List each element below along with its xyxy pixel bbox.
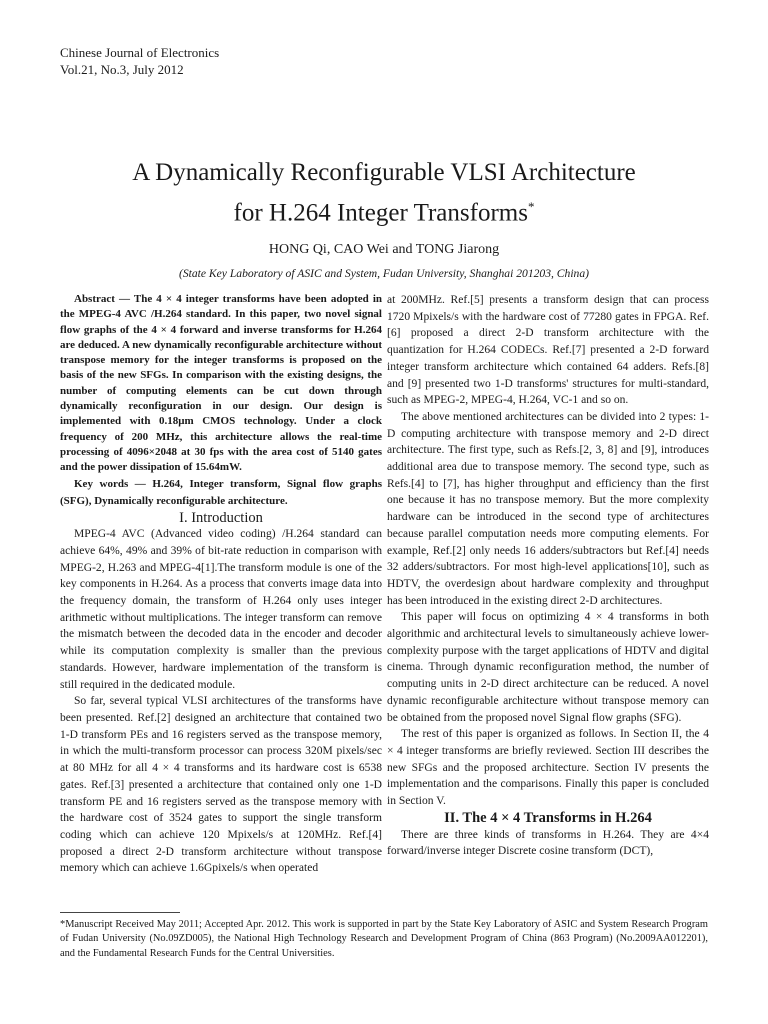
- right-column: [387, 292, 709, 860]
- section-2-heading: II. The 4 × 4 Transforms in H.264: [444, 809, 652, 826]
- section-1-heading: I. Introduction: [179, 509, 263, 526]
- authors: HONG Qi, CAO Wei and TONG Jiarong: [268, 242, 500, 257]
- intro-paragraph-5: This paper will focus on optimizing 4 × 4 transforms in both algorithmic and architectural levels to simultaneously achieve lower-complexity purpose with the target applications of HDTV and digital cinema. Through dynamic reconfiguration method, the number of computing units in 2-D direct architecture can be reduced. A novel dynamic reconfigurable architecture without transpose memory can be obtained from the proposed novel Signal flow graphs (SFG).: [387, 611, 709, 724]
- title-line-2: [40, 190, 728, 230]
- paper-title: [40, 156, 728, 230]
- keywords: Key words — H.264, Integer transform, Signal flow graphs (SFG), Dynamically reconfigurable architecture.: [60, 477, 382, 507]
- affiliation: (State Key Laboratory of ASIC and System, Fudan University, Shanghai 201203, China): [178, 267, 590, 280]
- left-column: [60, 292, 382, 877]
- intro-paragraph-3: at 200MHz. Ref.[5] presents a transform design that can process 1720 Mpixels/s with the hardware cost of 77280 gates in FPGA. Ref.[6] proposed a direct 2-D transform architecture with the quantization for H.264 CODECs. Ref.[7] presented a 2-D forward integer transform architecture which contained 64 adders. Refs.[8] and [9] presented two 1-D transforms' structures for multi-standard, such as MPEG-2, MPEG-4, H.264, VC-1 and so on.: [387, 294, 709, 407]
- intro-paragraph-6: The rest of this paper is organized as follows. In Section II, the 4 × 4 integer transforms are briefly reviewed. Section III describes the new SFGs and the proposed architecture. Section IV presents the implementation and the comparisons. Finally this paper is concluded in Section V.: [387, 728, 709, 808]
- footnote: *Manuscript Received May 2011; Accepted Apr. 2012. This work is supported in part by the State Key Laboratory of ASIC and System Research Program of Fudan University (No.09ZD005), the National High Technology Research and Development Program of China (863 Program) (No.2009AA012201), and the Fundamental Research Funds for the Central Universities.: [60, 919, 708, 959]
- footnote-rule: [60, 912, 180, 913]
- section-2-paragraph-1: There are three kinds of transforms in H.264. They are 4×4 forward/inverse integer Discrete cosine transform (DCT),: [387, 828, 709, 858]
- intro-paragraph-4: The above mentioned architectures can be divided into 2 types: 1-D computing architecture with transpose memory and 2-D direct architecture. The first type, such as Refs.[2, 3, 8] and [9], introduces additional area due to transpose memory. The second type, such as Refs.[4] to [7], has higher throughput and efficiency than the first one because it has no transpose memory. But the more complexity hardware can be introduced in the second type of architectures because parallel computation needs more computing elements. For example, Ref.[2] only needs 16 adders/subtractors but Ref.[4] needs 32 adders/subtractors. For most high-level applications[10], such as HDTV, the overdesign about hardware complexity and throughput has been introduced in the existing direct 2-D architectures.: [387, 410, 709, 607]
- journal-header: [60, 44, 219, 78]
- intro-paragraph-2: So far, several typical VLSI architectures of the transforms have been presented. Ref.[2] designed an architecture that contained two 1-D transform PEs and 16 registers served as the transpose memory, in which the multi-transform processor can process 320M pixels/sec at 80 MHz for all 4 × 4 transforms and its hardware cost is 6538 gates. Ref.[3] presented a architecture that contained only one 1-D transform PE and 16 registers served as the transpose memory with the hardware cost of 3524 gates to support the single transform coding which can achieve 120 Mpixels/s at 120MHz. Ref.[4] proposed a direct 2-D transform architecture without transpose memory which can achieve 1.6Gpixels/s when operated: [60, 695, 382, 875]
- journal-volume: Vol.21, No.3, July 2012: [60, 62, 184, 77]
- title-line-2-text: for H.264 Integer Transforms: [233, 199, 528, 227]
- title-line-1: A Dynamically Reconfigurable VLSI Architecture: [132, 159, 636, 186]
- journal-name: Chinese Journal of Electronics: [60, 45, 220, 60]
- intro-paragraph-1: MPEG-4 AVC (Advanced video coding) /H.264 standard can achieve 64%, 49% and 39% of bit-rate reduction in comparison with MPEG-2, H.263 and MPEG-4[1].The transform module is one of the key components in H.264. As a process that converts image data into the frequency domain, the transform of H.264 only uses integer arithmetic without multiplications. The integer transform can remove the mismatch between the decoded data in the encoder and decoder while its computation complexity is smaller than the previous standards. However, hardware implementation of the transform is still required in the dedicated module.: [60, 528, 382, 691]
- abstract: Abstract — The 4 × 4 integer transforms have been adopted in the MPEG-4 AVC /H.264 standard. In this paper, two novel signal flow graphs of the 4 × 4 forward and inverse transforms for H.264 are deduced. A new dynamically reconfigurable architecture without transpose memory for the integer transforms is proposed on the basis of the new SFGs. In comparison with the existing designs, the number of computing elements can be cut down through dynamically reconfiguration in our design. Our design is implemented with 0.18μm CMOS technology. Under a clock frequency of 200 MHz, this architecture allows the real-time processing of 4096×2048 at 30 fps with the area cost of 5140 gates and the power dissipation of 15.64mW.: [60, 293, 382, 474]
- title-footnote-marker: *: [527, 199, 535, 214]
